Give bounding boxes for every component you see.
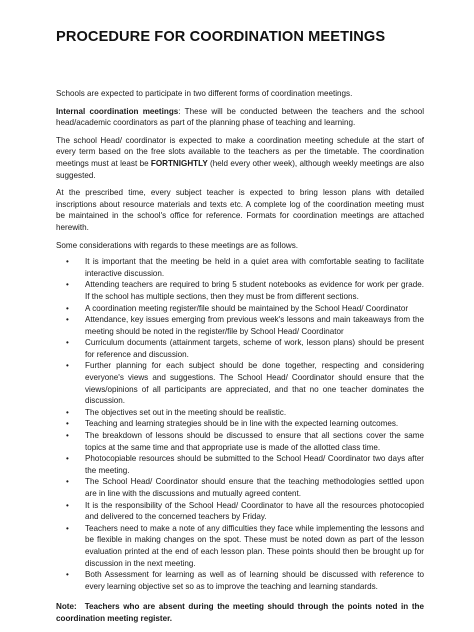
considerations-list xyxy=(56,256,424,592)
bullet-icon: • xyxy=(66,419,69,429)
list-item-text: The School Head/ Coordinator should ensure that the teaching methodologies settled upon are in line with the discussions and mutually agreed content. xyxy=(85,477,424,498)
bullet-icon: • xyxy=(66,500,69,510)
list-item xyxy=(66,360,424,406)
list-item xyxy=(66,430,424,453)
list-item xyxy=(66,337,424,360)
prescribed-time-paragraph: At the prescribed time, every subject teacher is expected to bring lesson plans with detailed inscriptions about resource materials and texts etc. A complete log of the coordination meeting must be maintained in the school's office for reference. Formats for coordination meetings are attached herewith. xyxy=(56,188,424,232)
schedule-emphasis: FORTNIGHTLY xyxy=(150,158,208,168)
list-item-text: Teaching and learning strategies should be in line with the expected learning outcomes. xyxy=(85,419,399,429)
list-item-text: Further planning for each subject should be done together, respecting and considering everyone's views and suggestions. The School Head/ Coordinator should ensure that the views/opinions of all participants are appreciated, and that no one teacher dominates the discussion. xyxy=(85,361,424,406)
bullet-icon: • xyxy=(66,303,69,313)
list-item xyxy=(66,256,424,279)
list-item xyxy=(66,523,424,569)
bullet-icon: • xyxy=(66,280,69,290)
list-item xyxy=(66,500,424,523)
bullet-icon: • xyxy=(66,257,69,267)
list-item-text: It is important that the meeting be held in a quiet area with comfortable seating to facilitate interactive discussion. xyxy=(85,257,424,278)
bullet-icon: • xyxy=(66,454,69,464)
list-item xyxy=(66,418,424,430)
list-item xyxy=(66,314,424,337)
list-item-text: Attending teachers are required to bring 5 student notebooks as evidence for work per grade. If the school has multiple sections, then they must be from different sections. xyxy=(85,280,424,301)
list-item xyxy=(66,303,424,315)
page-title: PROCEDURE FOR COORDINATION MEETINGS xyxy=(56,29,386,45)
list-item-text: Photocopiable resources should be submitted to the School Head/ Coordinator two days after the meeting. xyxy=(85,454,424,475)
bullet-icon: • xyxy=(66,477,69,487)
bullet-icon: • xyxy=(66,407,69,417)
bullet-icon: • xyxy=(66,523,69,533)
list-item-text: The objectives set out in the meeting should be realistic. xyxy=(85,407,287,417)
list-item xyxy=(66,476,424,499)
list-item-text: Teachers need to make a note of any difficulties they face while implementing the lessons and be flexible in making changes on the spot. These must be noted down as part of the lesson evaluation printed at the end of each lesson plan. These points should then be brought up for discussion in the next meeting. xyxy=(85,523,424,568)
internal-meetings-paragraph xyxy=(56,106,424,129)
list-item-text: Curriculum documents (attainment targets, scheme of work, lesson plans) should be present for reference and discussion. xyxy=(85,338,424,359)
list-item xyxy=(66,407,424,419)
note-text: Teachers who are absent during the meeting should through the points noted in the coordination meeting register. xyxy=(56,602,424,623)
bullet-icon: • xyxy=(66,431,69,441)
list-item-text: The breakdown of lessons should be discussed to ensure that all sections cover the same topics at the same time and that appropriate use is made of the allotted class time. xyxy=(85,431,424,452)
list-item-text: Attendance, key issues emerging from previous week's lessons and main takeaways from the meeting should be noted in the register/file by School Head/ Coordinator xyxy=(85,315,424,336)
considerations-intro: Some considerations with regards to these meetings are as follows. xyxy=(56,240,299,250)
list-item-text: A coordination meeting register/file should be maintained by the School Head/ Coordinator xyxy=(85,303,409,313)
list-item-text: Both Assessment for learning as well as of learning should be discussed with reference to every learning objective set so as to improve the teaching and learning standards. xyxy=(85,570,424,591)
note-paragraph xyxy=(56,601,424,624)
bullet-icon: • xyxy=(66,361,69,371)
schedule-paragraph xyxy=(56,135,424,181)
schedule-text-before: The school Head/ coordinator is expected to make a coordination meeting schedule at the start of every term based on the free slots available to the teachers as per the timetable. The coordination meetings must at least be xyxy=(56,135,424,168)
bullet-icon: • xyxy=(66,315,69,325)
internal-meetings-label: Internal coordination meetings xyxy=(56,106,179,116)
bullet-icon: • xyxy=(66,570,69,580)
note-label: Note: xyxy=(56,602,77,612)
schedule-text-after: (held every other week), although weekly meetings are also suggested. xyxy=(56,158,424,180)
intro-paragraph: Schools are expected to participate in two different forms of coordination meetings. xyxy=(56,89,353,98)
internal-meetings-text: : These will be conducted between the teachers and the school head/academic coordinators as part of the planning phase of teaching and learning. xyxy=(56,106,424,128)
bullet-icon: • xyxy=(66,338,69,348)
list-item xyxy=(66,569,424,592)
list-item xyxy=(66,453,424,476)
list-item xyxy=(66,279,424,302)
list-item-text: It is the responsibility of the School Head/ Coordinator to have all the resources photocopied and delivered to the concerned teachers by Friday. xyxy=(85,500,424,522)
